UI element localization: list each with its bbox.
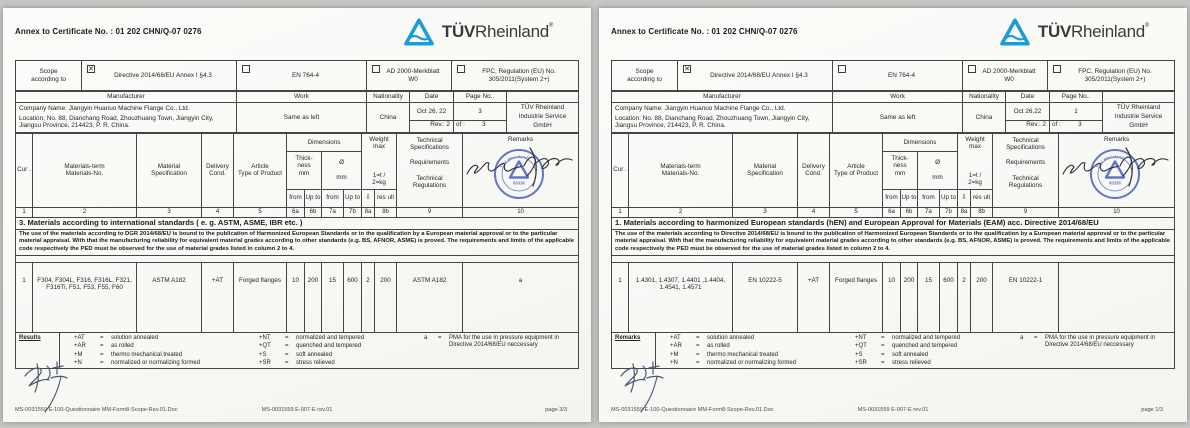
th-remarks: Remarks TÜV Rheinland 60336	[1059, 133, 1175, 207]
cell-materials: 1.4301, 1.4307, 1.4401 ,1.4404, 1.4541, 1.4571	[629, 262, 733, 332]
cell-remark: a	[463, 262, 579, 332]
cell-weight-unit: 2	[958, 262, 971, 332]
nationality-value: China	[367, 103, 410, 133]
page-no-header: Page No..	[454, 92, 507, 103]
cell-thickness-to: 200	[901, 262, 918, 332]
work-value: Same as left	[833, 103, 963, 133]
logo-wordmark	[1038, 22, 1149, 42]
nationality-header: Nationality	[963, 92, 1006, 103]
th-weight: Weight max 1=t / 2=kg	[958, 133, 993, 189]
certifying-org: TÜV Rheinland Industrie Service GmbH	[507, 103, 579, 133]
work-header: Work	[237, 92, 367, 103]
cell-cur: 1	[612, 262, 629, 332]
certificate-form	[15, 60, 578, 369]
th-materials: Materials-term Materials-No.	[33, 133, 137, 207]
manufacturer-table	[15, 91, 579, 133]
date-header: Date	[1006, 92, 1050, 103]
date-cell	[410, 103, 454, 133]
th-delivery: Delivery Cond.	[798, 133, 830, 207]
checkbox-en764	[838, 65, 846, 73]
inspector-signature	[1060, 142, 1174, 194]
section-title: 1. Materials according to harmonized European standards (hEN) and European Approval for Materials (EAM) acc. Directive 2014/68/EU	[612, 217, 1175, 229]
legend-row	[612, 332, 1175, 368]
page-of: of : 3	[1050, 120, 1102, 129]
section-paragraph: The use of the materials according to DGR 2014/68/EU is bound to the publication of Harmonized European Standards or to the qualification by a European material approval or to the particular material appraisal. With that the manufacturing reliability for equivalent material grades according to other standards (e.g. BS, AFNOR, ASME) is proved. The requirements and limits of the applicable code respectively the PED must be observed for the use of material grades listed in column 2 to 4.	[16, 229, 579, 255]
registered-mark: ®	[548, 23, 553, 29]
footer-doc-ref: MS-0031559 E-100-Questionnaire MM-Form8-Scope-Rev.01.Doc	[611, 407, 774, 413]
legend-item: +M = thermo mechanical treated	[670, 351, 779, 358]
cell-diameter-to: 600	[344, 262, 362, 332]
page-no-header: Page No..	[1050, 92, 1103, 103]
th-result: res ult	[375, 189, 397, 207]
company-name: Company Name: Jiangyin Huanuo Machine Flange Co., Ltd.	[615, 105, 786, 112]
legend-item: +AR = as rolled	[670, 343, 730, 350]
footer-form-ref: MS-0031559 E-007-E rev.01	[261, 407, 333, 413]
revision: Rev.: 2	[1006, 120, 1049, 129]
th-upto-2: Up to	[940, 189, 958, 207]
work-value: Same as left	[237, 103, 367, 133]
legend-item: +SR = stress relieved	[259, 360, 335, 367]
th-arrow: ⇩	[958, 189, 971, 207]
legend-item: +N = normalized or normalizing formed	[670, 360, 797, 367]
tuv-triangle-icon	[403, 16, 435, 48]
cell-remark	[1059, 262, 1175, 332]
scope-option-en764: EN 764-4	[237, 61, 367, 91]
th-arrow: ⇩	[362, 189, 375, 207]
logo-rheinland: Rheinland	[1071, 22, 1145, 41]
cell-diameter-to: 600	[940, 262, 958, 332]
org-header-blank	[1103, 92, 1175, 103]
th-materials: Materials-term Materials-No.	[629, 133, 733, 207]
cell-technical: EN 10222-1	[993, 262, 1059, 332]
cell-article: Forged flanges	[830, 262, 883, 332]
cell-thickness-from: 10	[287, 262, 305, 332]
tuv-rheinland-logo	[403, 16, 553, 48]
legend-item: +M = thermo mechanical treated	[74, 351, 183, 358]
annex-certificate-no: Annex to Certificate No. : 01 202 CHN/Q-07 0276	[611, 27, 798, 36]
footer-form-ref: MS-0031559 E-007-E rev.01	[857, 407, 929, 413]
legend-body	[60, 333, 578, 368]
legend-item: +N = normalized or normalizing formed	[74, 360, 201, 367]
nationality-value: China	[963, 103, 1006, 133]
legend-row	[16, 332, 579, 368]
svg-text:TÜV Rheinland: TÜV Rheinland	[499, 153, 529, 169]
materials-table	[15, 133, 579, 369]
th-cur: Cur .	[612, 133, 629, 207]
certificate-form	[611, 60, 1174, 369]
checkbox-directive: ✕	[684, 66, 690, 73]
legend-item: +AR = as rolled	[74, 343, 134, 350]
th-thickness: Thick- ness mm	[883, 151, 918, 189]
certifying-org: TÜV Rheinland Industrie Service GmbH	[1103, 103, 1175, 133]
svg-text:60336: 60336	[1109, 180, 1121, 186]
spacer-row	[16, 255, 579, 262]
material-data-row	[16, 262, 579, 332]
svg-text:60336: 60336	[513, 180, 525, 186]
certificate-page-left	[3, 8, 591, 422]
manufacturer-header: Manufacturer	[612, 92, 833, 103]
page-cell	[1050, 103, 1103, 133]
work-header: Work	[833, 92, 963, 103]
page-value: 3	[478, 107, 482, 115]
section-title: 3. Materials according to international standards ( e. g. ASTM, ASME, IBR etc. )	[16, 217, 579, 229]
handwritten-mark	[17, 358, 87, 414]
scope-option-directive: ✕ Directive 2014/68/EU Annex I §4.3	[82, 61, 237, 91]
cell-specification: ASTM A182	[137, 262, 202, 332]
annex-certificate-no: Annex to Certificate No. : 01 202 CHN/Q-07 0276	[15, 27, 202, 36]
materials-table	[611, 133, 1175, 369]
checkbox-fpc	[1053, 65, 1061, 73]
cell-weight-max: 200	[375, 262, 397, 332]
legend-item: +AT = solution annealed	[74, 334, 159, 341]
scope-option-fpc: FPC, Regulation (EU) No. 305/2011(System 2+)	[452, 61, 579, 91]
logo-rheinland: Rheinland	[475, 22, 549, 41]
legend-item: a = PMA for the use in pressure equipment in Directive 2014/68/EU neccessary	[424, 334, 560, 348]
cell-delivery: +AT	[798, 262, 830, 332]
th-technical: Technical Specifications Requirements Technical Regulations	[397, 133, 463, 207]
cell-thickness-to: 200	[305, 262, 322, 332]
scope-label: Scope according to	[612, 61, 678, 91]
cell-materials: F304, F304L, F316, F316L, F321, F316Ti, F51, F53, F55, F60	[33, 262, 137, 332]
th-diameter: Ø mm	[918, 151, 958, 189]
scope-option-ad2000: AD 2000-Merkblatt W0	[367, 61, 452, 91]
th-technical: Technical Specifications Requirements Technical Regulations	[993, 133, 1059, 207]
legend-item: +AT = solution annealed	[670, 334, 755, 341]
legend-item: +QT = quenched and tempered	[259, 343, 362, 350]
th-dimensions: Dimensions	[287, 133, 362, 151]
th-upto-2: Up to	[344, 189, 362, 207]
tuv-rheinland-logo	[999, 16, 1149, 48]
legend-item: +QT = quenched and tempered	[855, 343, 958, 350]
org-header-blank	[507, 92, 579, 103]
legend-item: +S = soft annealed	[855, 351, 929, 358]
page-cell	[454, 103, 507, 133]
company-location: Location: No. 88, Dianchang Road, Zhouzhuang Town, Jiangyin City, Jiangsu Province, 214423, P. R. China.	[19, 114, 214, 130]
registered-mark: ®	[1144, 23, 1149, 29]
company-info	[16, 103, 237, 133]
tuv-triangle-icon	[999, 16, 1031, 48]
th-dimensions: Dimensions	[883, 133, 958, 151]
column-number-row: 1 2 3 4 5 6a 6b 7a 7b 8a 8b 9 10	[612, 207, 1175, 217]
cell-specification: EN 10222-5	[733, 262, 798, 332]
cell-cur: 1	[16, 262, 33, 332]
legend-item: +NT = normalized and tempered	[855, 334, 961, 341]
th-thickness: Thick- ness mm	[287, 151, 322, 189]
scope-option-en764: EN 764-4	[833, 61, 963, 91]
legend-label: Remarks	[612, 333, 656, 368]
company-location: Location: No. 88, Dianchang Road, Zhouzhuang Town, Jiangyin City, Jiangsu Province, 214423, P. R. China.	[615, 114, 810, 130]
cell-diameter-from: 15	[918, 262, 940, 332]
nationality-header: Nationality	[367, 92, 410, 103]
legend-label: Results	[16, 333, 60, 368]
footer-page-number: page 1/3	[1141, 407, 1163, 413]
th-from-1: from	[287, 189, 305, 207]
page-value: 1	[1074, 107, 1078, 115]
scope-table	[611, 60, 1175, 91]
legend-item: +NT = normalized and tempered	[259, 334, 365, 341]
logo-tuv: TÜV	[1037, 22, 1072, 41]
th-weight: Weight max 1=t / 2=kg	[362, 133, 397, 189]
page-of: of : 3	[454, 120, 506, 129]
column-number-row: 1 2 3 4 5 6a 6b 7a 7b 8a 8b 9 10	[16, 207, 579, 217]
material-data-row	[612, 262, 1175, 332]
certificate-page-right	[599, 8, 1187, 422]
checkbox-ad2000	[968, 65, 976, 73]
th-diameter: Ø mm	[322, 151, 362, 189]
footer-page-number: page 3/3	[545, 407, 567, 413]
checkbox-ad2000	[372, 65, 380, 73]
checkbox-en764	[242, 65, 250, 73]
svg-text:TÜV Rheinland: TÜV Rheinland	[1095, 153, 1125, 169]
logo-tuv: TÜV	[441, 22, 476, 41]
th-specification: Material Specification	[137, 133, 202, 207]
section-paragraph: The use of the materials according to Directive 2014/68/EU is bound to the publication of Harmonized European Standards or to the qualification by a European material approval or to the particular material appraisal. With that the manufacturing reliability for equivalent material grades according to other standards (e.g. BS, AFNOR, ASME) is proved. The requirements and limits of the applicable code respectively the PED must be observed for the use of material grades listed in column 2 to 4.	[612, 229, 1175, 255]
scope-option-ad2000: AD 2000-Merkblatt W0	[963, 61, 1048, 91]
cell-weight-unit: 2	[362, 262, 375, 332]
date-cell	[1006, 103, 1050, 133]
scope-table	[15, 60, 579, 91]
scope-option-directive: ✕ Directive 2014/68/EU Annex I §4.3	[678, 61, 833, 91]
legend-item: +SR = stress relieved	[855, 360, 931, 367]
logo-wordmark	[442, 22, 553, 42]
handwritten-mark	[613, 358, 683, 414]
cell-technical: ASTM A182	[397, 262, 463, 332]
cell-thickness-from: 10	[883, 262, 901, 332]
th-from-2: from	[322, 189, 344, 207]
date-header: Date	[410, 92, 454, 103]
cell-article: Forged flanges	[234, 262, 287, 332]
date-value: Oct 26,22	[1013, 107, 1042, 115]
revision: Rev.: 2	[410, 120, 453, 129]
company-name: Company Name: Jiangyin Huanuo Machine Flange Co., Ltd.	[19, 105, 190, 112]
th-from-2: from	[918, 189, 940, 207]
cell-diameter-from: 15	[322, 262, 344, 332]
th-article: Article Type of Product	[830, 133, 883, 207]
th-upto-1: Up to	[305, 189, 322, 207]
cell-weight-max: 200	[971, 262, 993, 332]
scope-label: Scope according to	[16, 61, 82, 91]
manufacturer-header: Manufacturer	[16, 92, 237, 103]
inspector-signature	[464, 142, 578, 194]
th-cur: Cur .	[16, 133, 33, 207]
date-value: Oct 26, 22	[416, 107, 447, 115]
checkbox-directive: ✕	[88, 66, 94, 73]
footer-doc-ref: MS-0031559 E-100-Questionnaire MM-Form8-Scope-Rev.01.Doc	[15, 407, 178, 413]
th-from-1: from	[883, 189, 901, 207]
th-article: Article Type of Product	[234, 133, 287, 207]
th-upto-1: Up to	[901, 189, 918, 207]
legend-item: a = PMA for the use in pressure equipment in Directive 2014/68/EU neccessary	[1020, 334, 1156, 348]
scope-option-fpc: FPC, Regulation (EU) No. 305/2011(System 2+)	[1048, 61, 1175, 91]
cell-delivery: +AT	[202, 262, 234, 332]
th-delivery: Delivery Cond.	[202, 133, 234, 207]
company-info	[612, 103, 833, 133]
th-specification: Material Specification	[733, 133, 798, 207]
th-remarks: Remarks TÜV Rheinland 60336	[463, 133, 579, 207]
manufacturer-table	[611, 91, 1175, 133]
legend-item: +S = soft annealed	[259, 351, 333, 358]
th-result: res ult	[971, 189, 993, 207]
spacer-row	[612, 255, 1175, 262]
checkbox-fpc	[457, 65, 465, 73]
legend-body	[656, 333, 1174, 368]
